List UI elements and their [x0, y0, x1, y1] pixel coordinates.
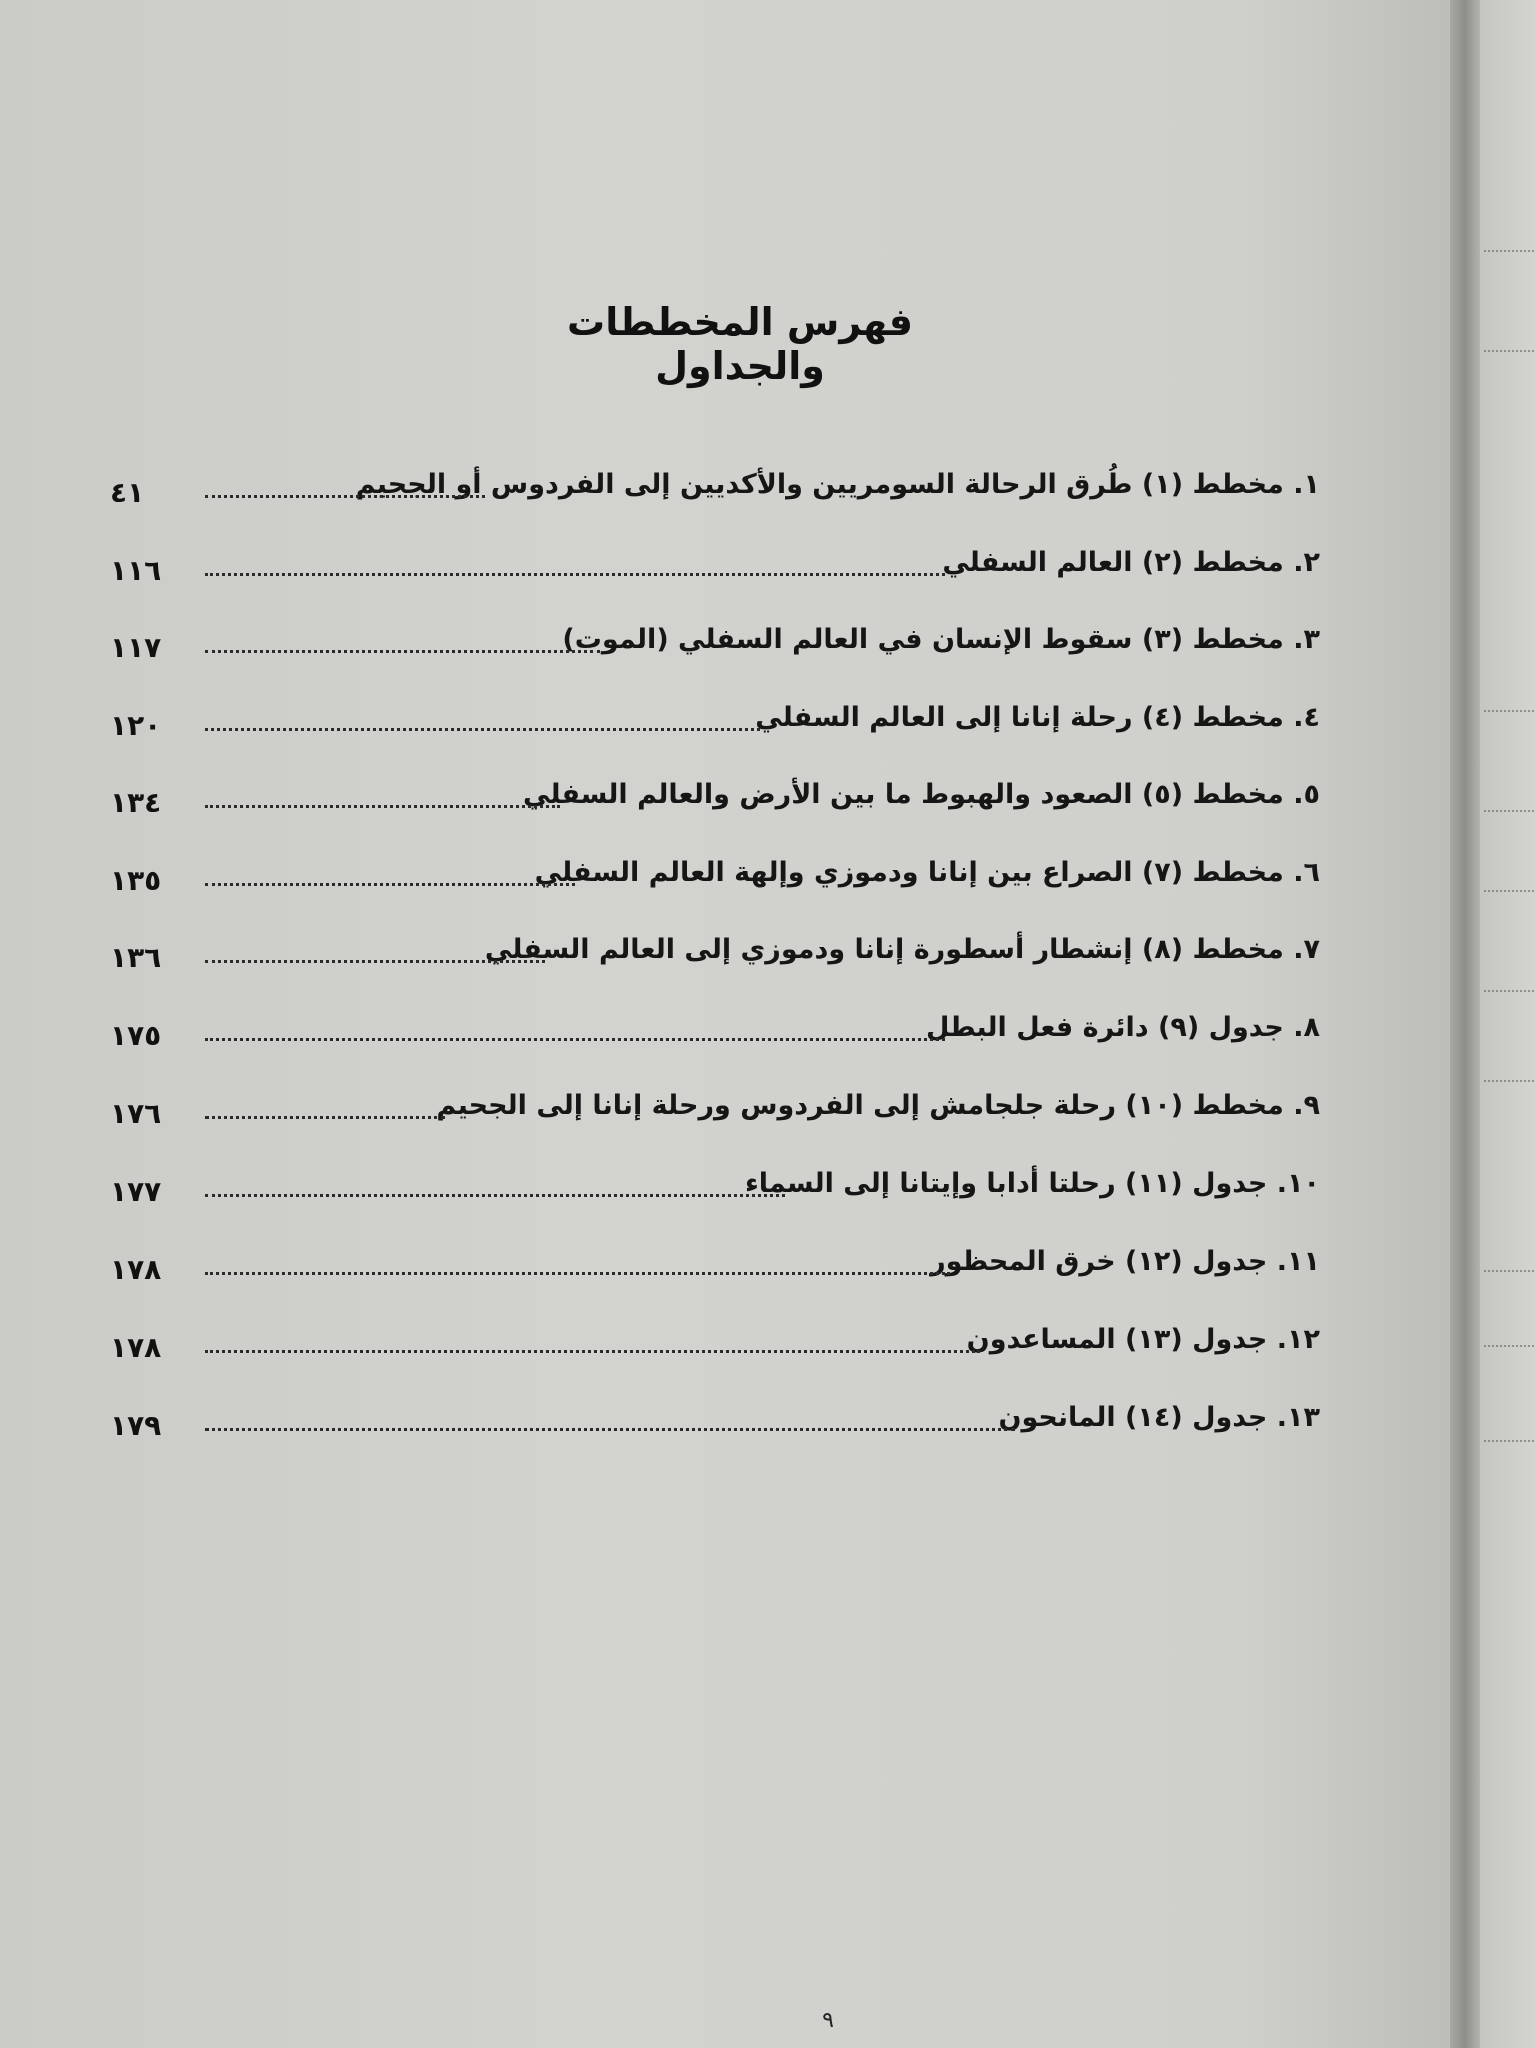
- toc-entry-label: ١١. جدول (١٢) خرق المحظور: [930, 1246, 1320, 1277]
- toc-leader-dots: [205, 495, 485, 498]
- facing-page-edge: [1480, 0, 1536, 2048]
- toc-entry: [110, 853, 1320, 903]
- toc-entry: [110, 775, 1320, 825]
- toc-entry-label: ١٣. جدول (١٤) المانحون: [998, 1402, 1320, 1433]
- toc-entry-page: ١٧٨: [110, 1253, 162, 1286]
- toc-leader-dots: [205, 650, 600, 653]
- toc-entry-page: ١٢٠: [110, 709, 162, 742]
- toc-entry-page: ١٧٥: [110, 1019, 162, 1052]
- toc-entry-label: ٩. مخطط (١٠) رحلة جلجامش إلى الفردوس ورحلة إنانا إلى الجحيم: [436, 1090, 1320, 1121]
- book-gutter: [1450, 0, 1480, 2048]
- toc-leader-dots: [205, 1194, 785, 1197]
- page-title: فهرس المخططات والجداول: [567, 300, 913, 388]
- toc-entry-label: ١. مخطط (١) طُرق الرحالة السومريين والأكديين إلى الفردوس أو الجحيم: [355, 469, 1320, 500]
- toc-leader-dots: [205, 573, 945, 576]
- toc-entry-label: ٦. مخطط (٧) الصراع بين إنانا ودموزي وإلهة العالم السفلي: [534, 857, 1320, 888]
- toc-entry-label: ٤. مخطط (٤) رحلة إنانا إلى العالم السفلي: [755, 702, 1320, 733]
- toc-entry-label: ٢. مخطط (٢) العالم السفلي: [942, 547, 1320, 578]
- bleed-through-dots: [1484, 1080, 1534, 1084]
- toc-entry-label: ١٠. جدول (١١) رحلتا أدابا وإيتانا إلى السماء: [744, 1168, 1320, 1199]
- toc-entry: [110, 620, 1320, 670]
- bleed-through-dots: [1484, 710, 1534, 714]
- toc-entry-page: ١١٧: [110, 631, 162, 664]
- bleed-through-dots: [1484, 990, 1534, 994]
- bleed-through-dots: [1484, 1440, 1534, 1444]
- toc-entry: [110, 1242, 1320, 1292]
- toc-leader-dots: [205, 1428, 1015, 1431]
- toc-entry: [110, 930, 1320, 980]
- toc-leader-dots: [205, 1350, 980, 1353]
- bleed-through-dots: [1484, 250, 1534, 254]
- toc-leader-dots: [205, 1116, 445, 1119]
- toc-entry-page: ١٣٤: [110, 786, 162, 819]
- toc-entry: [110, 1086, 1320, 1136]
- toc-entry-label: ٧. مخطط (٨) إنشطار أسطورة إنانا ودموزي إلى العالم السفلي: [484, 934, 1320, 965]
- toc-leader-dots: [205, 883, 575, 886]
- toc-entry-label: ٣. مخطط (٣) سقوط الإنسان في العالم السفلي (الموت): [562, 624, 1320, 655]
- toc-entry-page: ١٧٨: [110, 1331, 162, 1364]
- toc-entry-label: ٨. جدول (٩) دائرة فعل البطل: [926, 1012, 1320, 1043]
- bleed-through-dots: [1484, 810, 1534, 814]
- bleed-through-dots: [1484, 1270, 1534, 1274]
- toc-entry-label: ١٢. جدول (١٣) المساعدون: [966, 1324, 1320, 1355]
- toc-entry: [110, 1398, 1320, 1448]
- toc-leader-dots: [205, 960, 545, 963]
- bleed-through-dots: [1484, 1345, 1534, 1349]
- toc-entry: [110, 465, 1320, 515]
- toc-entry-page: ٤١: [110, 476, 145, 509]
- toc-entry-page: ١٧٧: [110, 1175, 162, 1208]
- toc-entry: [110, 1008, 1320, 1058]
- toc-leader-dots: [205, 805, 560, 808]
- toc-entry-page: ١٣٥: [110, 864, 162, 897]
- bleed-through-dots: [1484, 890, 1534, 894]
- bleed-through-dots: [1484, 350, 1534, 354]
- toc-entry: [110, 1320, 1320, 1370]
- toc-leader-dots: [205, 1272, 950, 1275]
- toc-entry: [110, 698, 1320, 748]
- toc-leader-dots: [205, 728, 760, 731]
- toc-leader-dots: [205, 1038, 945, 1041]
- toc-entry-page: ١٧٦: [110, 1097, 162, 1130]
- toc-entry: [110, 1164, 1320, 1214]
- toc-entry-page: ١٧٩: [110, 1409, 162, 1442]
- toc-entry-page: ١١٦: [110, 554, 162, 587]
- toc-entry-page: ١٣٦: [110, 941, 162, 974]
- page-number: ٩: [822, 2008, 834, 2033]
- toc-entry: [110, 543, 1320, 593]
- toc-entry-label: ٥. مخطط (٥) الصعود والهبوط ما بين الأرض والعالم السفلي: [523, 779, 1320, 810]
